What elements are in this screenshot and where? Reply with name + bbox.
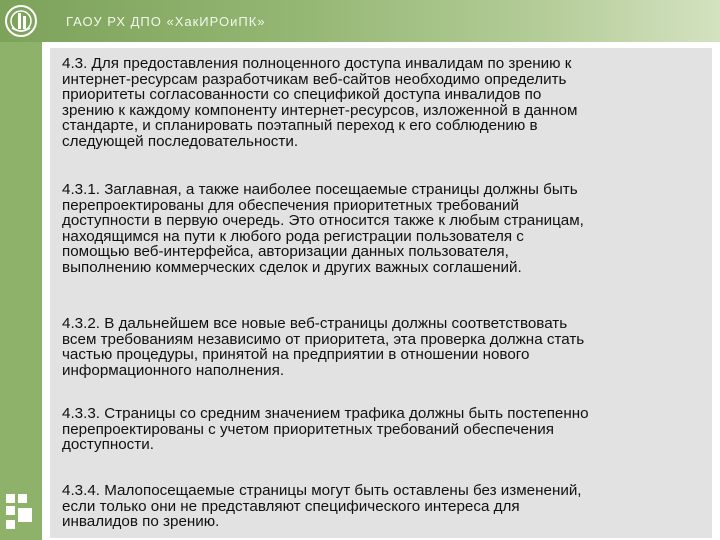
decorative-squares-icon [6,494,38,534]
text-line: перепроектированы для обеспечения приоритетных требований [62,196,520,214]
text-line: инвалидов по зрению. [62,513,220,531]
header-title: ГАОУ РХ ДПО «ХакИРОиПК» [66,14,266,29]
text-line: выполнению коммерческих сделок и других важных соглашений. [62,258,522,276]
logo-emblem-icon [4,4,38,38]
text-line: стандарте, и спланировать поэтапный переход к его соблюдению в [62,117,538,135]
text-line: 4.3.3. Страницы со средним значением трафика должны быть постепенно [62,405,589,422]
paragraph-4-3-1 [62,182,702,276]
text-line: 4.3.1. Заглавная, а также наиболее посещаемые страницы должны быть [62,181,578,198]
text-line: помощью веб-интерфейса, авторизации данных пользователя, [62,243,509,261]
text-line: следующей последовательности. [62,132,299,150]
text-line: частью процедуры, принятой на предприятии в отношении нового [62,346,530,364]
text-line: приоритеты согласованности со спецификой доступа инвалидов по [62,86,542,104]
text-line: если только они не представляют специфического интереса для [62,497,520,515]
text-line: зрению к каждому компоненту интернет-ресурсов, изложенной в данном [62,101,578,119]
text-line: доступности в первую очередь. Это относится также к любым страницам, [62,212,584,230]
text-line: 4.3. Для предоставления полноценного доступа инвалидам по зрению к [62,55,572,72]
header-divider [42,42,720,43]
text-line: 4.3.2. В дальнейшем все новые веб-страницы должны соответствовать [62,315,568,332]
text-line: 4.3.4. Малопосещаемые страницы могут быть оставлены без изменений, [62,482,582,499]
text-line: перепроектированы с учетом приоритетных требований обеспечения [62,420,555,438]
paragraph-4-3-2 [62,316,702,378]
text-line: находящимся на пути к любого рода регистрации пользователя с [62,227,524,245]
paragraph-4-3-4 [62,483,702,530]
text-line: информационного наполнения. [62,361,285,379]
paragraph-4-3 [62,56,702,150]
left-sidebar-band [0,0,42,540]
text-line: доступности. [62,436,154,454]
paragraph-4-3-3 [62,406,702,453]
text-line: всем требованиям независимо от приоритета, эта проверка должна стать [62,330,585,348]
text-line: интернет-ресурсам разработчикам веб-сайтов необходимо определить [62,70,567,88]
